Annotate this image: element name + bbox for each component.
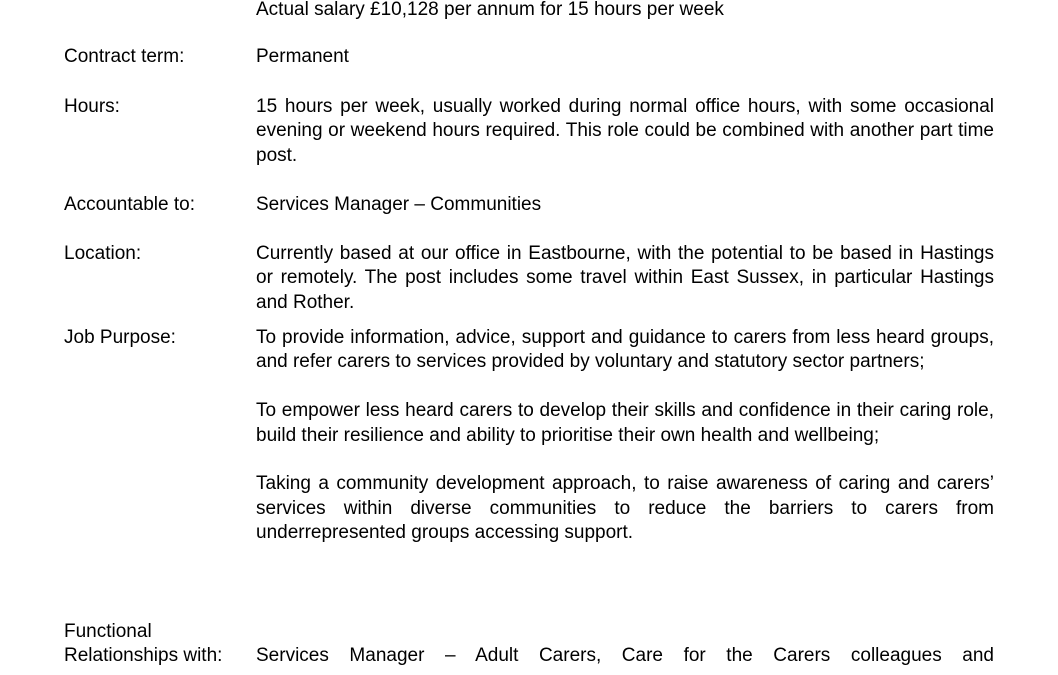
job-purpose-paragraph: To provide information, advice, support and guidance to carers from less heard groups, and refer carers to services provided by voluntary and statutory sector partners;: [256, 327, 994, 373]
accountable-to-value: Services Manager – Communities: [256, 194, 542, 215]
hours-label: Hours:: [64, 96, 120, 117]
contract-term-value: Permanent: [256, 46, 349, 67]
functional-label-line-2: Relationships with:: [64, 645, 223, 667]
salary-line: Actual salary £10,128 per annum for 15 hours per week: [256, 0, 724, 20]
functional-label-line-1: Functional: [64, 621, 152, 642]
contract-term-label: Contract term:: [64, 46, 185, 67]
job-purpose-label: Job Purpose:: [64, 327, 176, 348]
job-purpose-paragraph: Taking a community development approach, to raise awareness of caring and carers’ services within diverse communities to reduce the barriers to carers from underrepresented groups accessing support.: [256, 473, 994, 544]
hours-value: 15 hours per week, usually worked during normal office hours, with some occasional evening or weekend hours required. This role could be combined with another part time post.: [256, 96, 994, 166]
location-value: Currently based at our office in Eastbourne, with the potential to be based in Hastings or remotely. The post includes some travel within East Sussex, in particular Hastings and Rother.: [256, 243, 994, 313]
accountable-to-label: Accountable to:: [64, 194, 195, 215]
location-label: Location:: [64, 243, 142, 264]
functional-relationships-label: [64, 620, 222, 669]
job-purpose-value: [256, 326, 994, 546]
job-purpose-paragraph: To empower less heard carers to develop their skills and confidence in their caring role, build their resilience and ability to prioritise their own health and wellbeing;: [256, 400, 994, 446]
functional-relationships-value: Services Manager – Adult Carers, Care for the Carers colleagues and: [256, 645, 994, 667]
